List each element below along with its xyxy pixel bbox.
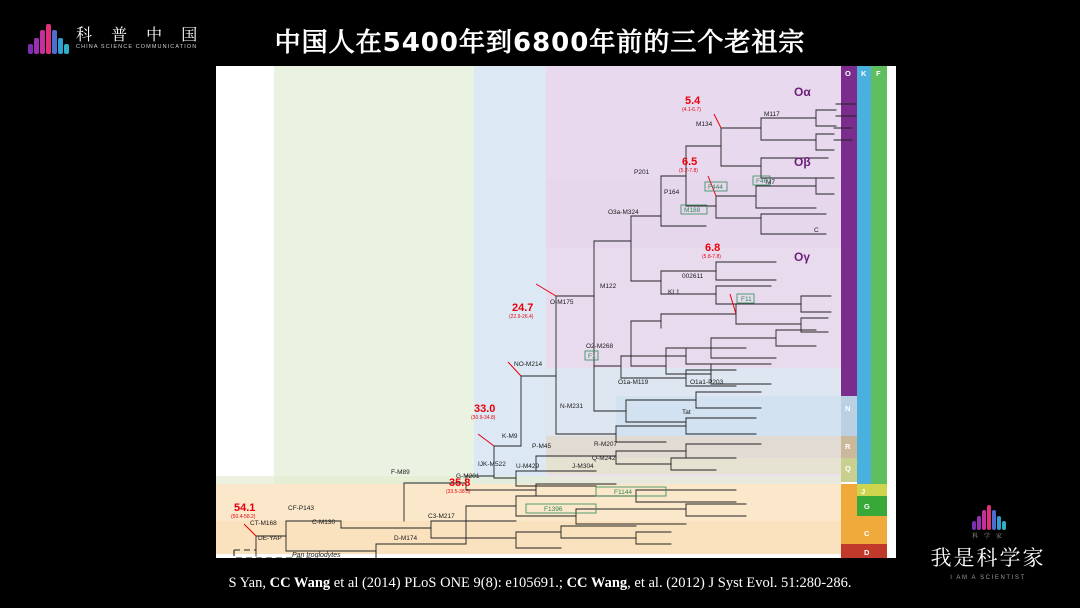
svg-text:6.8: 6.8 bbox=[705, 242, 721, 254]
svg-text:J-M304: J-M304 bbox=[572, 463, 594, 470]
svg-text:F46: F46 bbox=[756, 178, 768, 185]
tree-diagram-svg bbox=[216, 66, 896, 558]
svg-text:F: F bbox=[876, 69, 881, 78]
svg-text:KL1: KL1 bbox=[668, 289, 680, 296]
svg-text:5.4: 5.4 bbox=[685, 95, 701, 107]
logo-i-am-a-scientist bbox=[918, 504, 1058, 581]
svg-text:(5.8-7.8): (5.8-7.8) bbox=[702, 254, 721, 260]
svg-text:P-M45: P-M45 bbox=[532, 443, 552, 450]
logo-zh-text-2: 我是科学家 bbox=[930, 546, 1046, 570]
svg-text:M188: M188 bbox=[684, 207, 701, 214]
svg-text:J: J bbox=[861, 487, 866, 496]
svg-text:C: C bbox=[814, 227, 819, 234]
outgroup-label: Pan troglodytes bbox=[292, 552, 341, 558]
svg-text:Oα: Oα bbox=[794, 85, 811, 99]
svg-text:NO-M214: NO-M214 bbox=[514, 361, 543, 368]
citation-author-1: CC Wang bbox=[269, 575, 331, 591]
svg-text:(4.1-6.7): (4.1-6.7) bbox=[682, 107, 701, 113]
svg-text:R-M207: R-M207 bbox=[594, 441, 618, 448]
svg-text:D-M174: D-M174 bbox=[394, 535, 418, 542]
svg-text:U-M429: U-M429 bbox=[516, 463, 540, 470]
svg-text:(33.5-38.5): (33.5-38.5) bbox=[446, 489, 471, 495]
svg-text:M7: M7 bbox=[766, 179, 776, 186]
svg-text:CT-M168: CT-M168 bbox=[250, 520, 277, 527]
svg-text:O: O bbox=[845, 69, 851, 78]
svg-text:6.5: 6.5 bbox=[682, 156, 698, 168]
citation-part-3: , et al. (2012) J Syst Evol. 51:280-286. bbox=[627, 575, 852, 591]
svg-text:Q-M242: Q-M242 bbox=[592, 455, 616, 462]
svg-text:Tat: Tat bbox=[682, 409, 691, 416]
svg-text:D: D bbox=[864, 548, 870, 557]
svg-text:M122: M122 bbox=[600, 283, 617, 290]
svg-text:54.1: 54.1 bbox=[234, 502, 256, 514]
svg-text:24.7: 24.7 bbox=[512, 302, 534, 314]
svg-text:(5.2-7.8): (5.2-7.8) bbox=[679, 168, 698, 174]
svg-text:IJK-M522: IJK-M522 bbox=[478, 461, 506, 468]
svg-text:C3-M217: C3-M217 bbox=[428, 513, 455, 520]
svg-text:M134: M134 bbox=[696, 121, 713, 128]
svg-text:G-M201: G-M201 bbox=[456, 473, 480, 480]
svg-text:O1a-M119: O1a-M119 bbox=[618, 379, 649, 386]
svg-text:F1144: F1144 bbox=[614, 489, 632, 496]
svg-text:CF-P143: CF-P143 bbox=[288, 505, 315, 512]
svg-text:O1a1-P203: O1a1-P203 bbox=[690, 379, 724, 386]
svg-text:Oγ: Oγ bbox=[794, 250, 811, 264]
citation-part-1: S Yan, bbox=[228, 575, 270, 591]
phylogenetic-tree-figure bbox=[216, 66, 896, 558]
svg-text:P164: P164 bbox=[664, 189, 680, 196]
svg-text:DE-YAP: DE-YAP bbox=[258, 535, 282, 542]
svg-text:O3a-M324: O3a-M324 bbox=[608, 209, 639, 216]
svg-text:Oβ: Oβ bbox=[794, 155, 811, 169]
logo-en-text: CHINA SCIENCE COMMUNICATION bbox=[76, 44, 198, 50]
logo-zh-text: 科 普 中 国 bbox=[76, 25, 205, 44]
svg-text:K-M9: K-M9 bbox=[502, 433, 518, 440]
svg-text:C: C bbox=[864, 529, 870, 538]
svg-text:35.8: 35.8 bbox=[449, 477, 471, 489]
svg-text:R: R bbox=[845, 442, 851, 451]
svg-text:M117: M117 bbox=[764, 111, 780, 118]
svg-text:C-M130: C-M130 bbox=[312, 519, 336, 526]
svg-text:(22.9-26.4): (22.9-26.4) bbox=[509, 314, 534, 320]
svg-text:F11: F11 bbox=[741, 296, 752, 303]
svg-text:O2-M268: O2-M268 bbox=[586, 343, 614, 350]
logo-small-text: 科 学 家 bbox=[972, 533, 1004, 540]
svg-text:K: K bbox=[861, 69, 867, 78]
svg-text:P201: P201 bbox=[634, 169, 650, 176]
svg-text:F1: F1 bbox=[588, 353, 596, 360]
logo-mark-icon-2 bbox=[918, 504, 1058, 530]
svg-text:(30.9-34.8): (30.9-34.8) bbox=[471, 415, 496, 421]
svg-text:002611: 002611 bbox=[682, 273, 704, 280]
logo-en-text-2: I AM A SCIENTIST bbox=[950, 575, 1026, 581]
svg-text:N: N bbox=[845, 404, 851, 413]
svg-text:Q: Q bbox=[845, 464, 851, 473]
svg-text:O-M175: O-M175 bbox=[550, 299, 574, 306]
svg-text:33.0: 33.0 bbox=[474, 403, 496, 415]
svg-text:F444: F444 bbox=[708, 184, 723, 191]
citation-part-2: et al (2014) PLoS ONE 9(8): e105691.; bbox=[330, 575, 567, 591]
svg-text:G: G bbox=[864, 502, 870, 511]
page-title: 中国人在5400年到6800年前的三个老祖宗 bbox=[274, 28, 806, 58]
svg-text:N-M231: N-M231 bbox=[560, 403, 584, 410]
svg-text:F-M89: F-M89 bbox=[391, 469, 410, 476]
svg-text:(50.4-58.2): (50.4-58.2) bbox=[231, 514, 256, 520]
citation-author-2: CC Wang bbox=[566, 575, 628, 591]
svg-text:F1396: F1396 bbox=[544, 506, 563, 513]
